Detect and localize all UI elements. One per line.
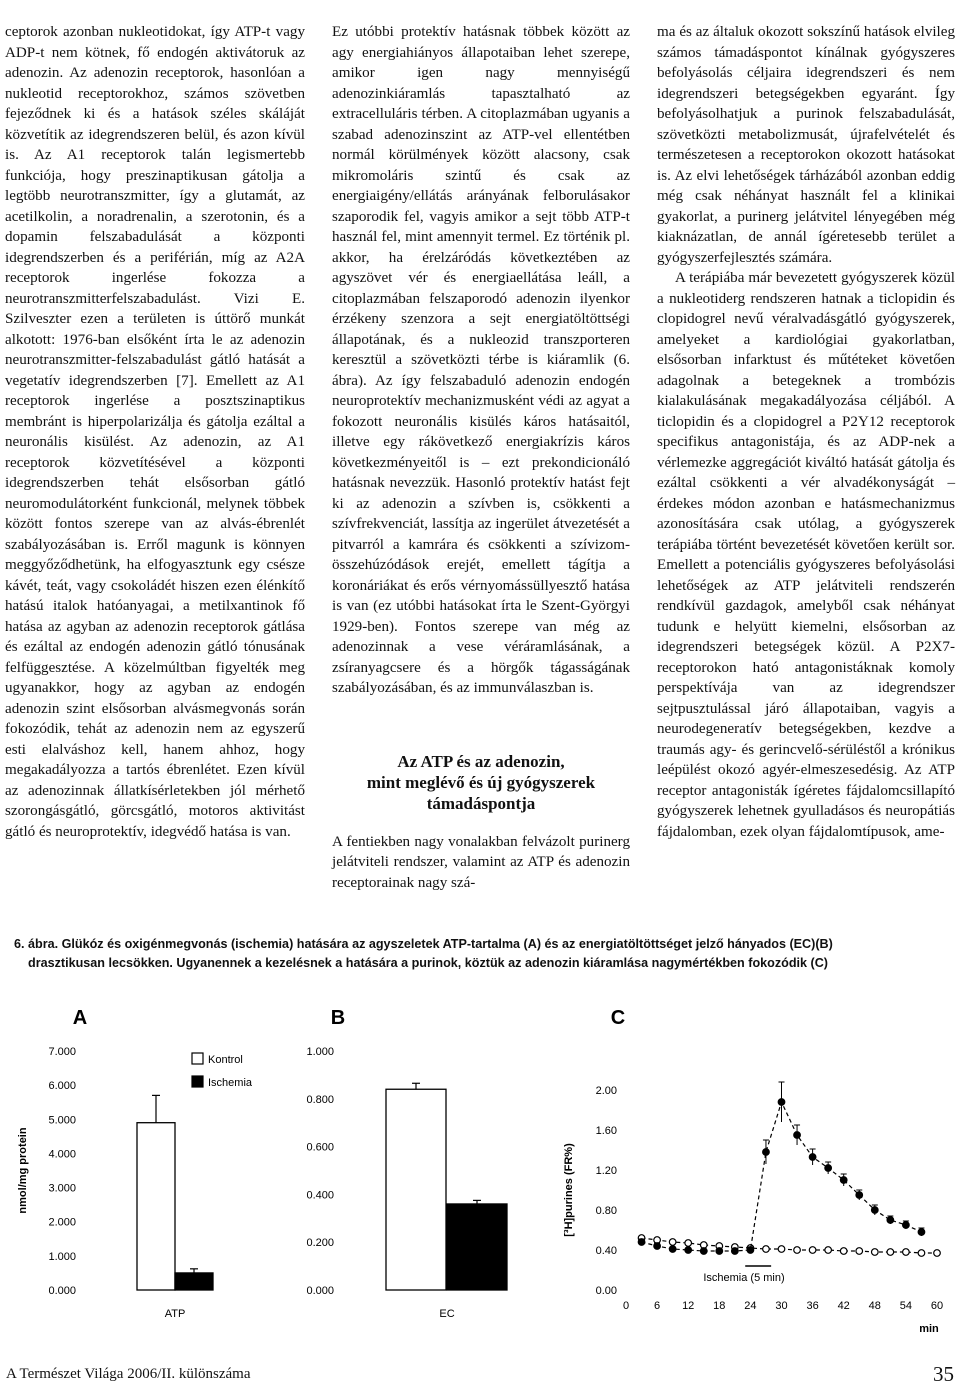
panel-a [17, 1007, 253, 1320]
panel-b [306, 1007, 507, 1320]
data-point [856, 1248, 863, 1255]
data-point [747, 1247, 754, 1254]
x-tick-label: 12 [682, 1300, 695, 1312]
y-tick-label: 0.400 [306, 1189, 334, 1202]
bar-ischemia [175, 1273, 213, 1290]
y-tick-label: 0.000 [306, 1285, 334, 1297]
x-tick-label: 18 [713, 1300, 726, 1312]
data-point [763, 1149, 770, 1156]
x-tick-label: 42 [837, 1300, 850, 1312]
x-tick-label: 24 [744, 1300, 757, 1312]
x-tick-label: 6 [654, 1300, 661, 1312]
y-tick-label: 0.800 [306, 1093, 334, 1106]
data-point [638, 1239, 645, 1246]
y-tick-label: 4.000 [48, 1148, 76, 1161]
data-point [809, 1154, 816, 1161]
series-line [642, 1102, 922, 1251]
x-tick-label: 54 [899, 1300, 913, 1312]
caption-line: 6. ábra. Glükóz és oxigénmegvonás (ischemia) hatására az agyszeletek ATP-tartalma (A) és az energiatöltöttséget jelző hányados (EC)(B) [14, 937, 833, 951]
data-point [732, 1248, 739, 1255]
heading-line: mint meglévő és új gyógyszerek [366, 772, 596, 792]
data-point [903, 1249, 910, 1256]
paragraph: Ez utóbbi protektív hatásnak többek között az agy energiahiányos állapotaiban lehet szerepe, amikor igen nagy mennyiségű adenozinkiáramlás tapasztalható az extracelluláris térben. A citoplazmában ugyanis a szabad adenozinszint az ATP-vel ellentétben normál körülmények között alacsony, csak mikromoláris szintű és csak az energiaigény/ellátás arányának felborulásakor szaporodik fel, vagyis amikor a sejt több ATP-t használ fel, mint amennyit termel. Ez történik pl. akkor, ha érelzáródás következtében az agyszövet vér és energiaellátása leáll, a citoplazmában felszaporodó adenozin ilyenkor érzékeny szenzora a sejt energiatöltöttségi állapotának, és a nukleozid transzporteren keresztül a szövetközti térbe is kiáramlik (6. ábra). Az így felszabaduló adenozin endogén neuroprotektív mechanizmusként védi az agyat a fokozott neuronális kisülés káros hatásaitól, illetve egy rákövetkező energiakrízis káros következményeitől is – ezt prekondicionáló hatásnak nevezzük. Hasonló protektív hatást fejt ki az adenozin a szívben is, csökkenti a szívfrekvenciát, lassítja az ingerület átvezetését a pitvarról a kamrára és csökkenti a szívizom-összehúzódások erejét, emellett tágítja a koronáriákat és erős vérnyomássüllyesztő hatása is van (ez utóbbi hatásokat írta le Szent-Györgyi 1929-ben). Fontos szerepe van még az adenozinnak a vese véráramlásának, a zsíranyagcsere és a hörgők tágasságának szabályozásában, és az immunválaszban is. [332, 24, 630, 696]
heading-line: Az ATP és az adenozin, [397, 751, 565, 771]
x-tick-label: 60 [930, 1300, 944, 1312]
page-number: 35 [933, 1362, 954, 1386]
text-column-3 [657, 22, 955, 842]
paragraph: ceptorok azonban nukleotidokat, így ATP-t vagy ADP-t nem kötnek, fő endogén aktivátoruk az adenozin. Az adenozin receptorok, hasonlóan a nukleotid receptorokhoz, számos szövetben fejeződnek ki és a hatások széles skáláját közvetítik az idegrendszeren belül, és azon kívül is. Az A1 receptorok talán legismertebb funkciója, hogy preszinaptikusan gátolja a legtöbb neurotranszmitter, így a glutamát, az acetilkolin, a noradrenalin, a szerotonin, és a dopamin felszabadulását a központi idegrendszerben és a periférián, míg az A2A receptorok ingerlése fokozza a neurotranszmitterfelszabadulást. Vizi E. Szilveszter ezen a területen is úttörő munkát alkotott: 1976-ban elsőként írta le az adenozin neurotranszmitter-felszabadulást gátló hatását a vegetatív idegrendszerben [7]. Emellett az A1 receptorok ingerlése a posztszinaptikus membránt is hiperpolarizálja és gátolja ezáltal a neuronális kisülést. Az adenozin, az A1 receptorok közvetítésével a központi idegrendszerben tehát elsősorban gátló neuromodulátorként funkcionál, melynek többek között fontos szerepe van az alvás-ébrenlét szabályozásában is. Erről magunk is könnyen meggyőződhetünk, ha elfogyasztunk egy csésze kávét, teát, vagy csokoládét hiszen ezen élénkítő hatású italok hatóanyagai, a metilxantinok fő hatása az agyban az adenozin receptorok gátlása és ezáltal az endogén adenozin gátló tónusának felfüggesztése. A közelmúltban figyelték meg ugyanakkor, hogy az agyban az endogén adenozin szint elsősorban alvásmegvonás során fokozódik, tehát az adenozin nem az egyszerű esti elalváshoz kell, hanem ahhoz, hogy megakadályozza a tartós ébrenlétet. Ezen kívül az adenozinnak állatkísérletekben jól mérhető szorongásgátló, görcsgátló, motoros aktivitást gátló és neuroprotektív, idegvédő hatása is van. [5, 24, 305, 840]
data-point [685, 1240, 692, 1247]
data-point [685, 1247, 692, 1254]
legend-kontrol-label: Kontrol [208, 1054, 243, 1066]
data-point [700, 1248, 707, 1255]
y-tick-label: 3.000 [48, 1182, 76, 1195]
data-point [654, 1243, 661, 1250]
data-point [778, 1246, 785, 1253]
section-heading [332, 751, 630, 814]
data-point [918, 1229, 925, 1236]
journal-name: A Természet Világa 2006/II. különszáma [6, 1366, 251, 1382]
data-point [934, 1250, 941, 1257]
y-tick-label: 0.200 [306, 1237, 334, 1250]
y-tick-label: 2.000 [48, 1216, 76, 1229]
paragraph: ma és az általuk okozott sokszínű hatások elvileg számos támadáspontot kínálnak gyógyszeres befolyásolás céljaira idegrendszeri és nem idegrendszeri betegségekben egyaránt. Így befolyásolhatjuk a purinok felszabadulását, szövetközti metabolizmusát, újrafelvételét és természetesen a receptorokon okozott hatásokat is. Az elvi lehetőségek tárházából azonban eddig még csak néhányat használt fel a klinikai gyakorlat, a purinerg jelátvitel lényegében még kiaknázatlan, de annál ígéretesebb terület a gyógyszerfejlesztés számára. [657, 24, 955, 266]
y-tick-label: 1.20 [595, 1165, 617, 1177]
data-point [887, 1249, 894, 1256]
data-point [903, 1222, 910, 1229]
bar-kontrol [386, 1089, 446, 1290]
data-point [809, 1247, 816, 1254]
paragraph: A terápiába már bevezetett gyógyszerek közül a nukleotiderg rendszeren hatnak a ticlopidin és clopidogrel nevű véralvadásgátló gyógyszerek, amelyeket a kardiológiai gyakorlatban, elsősorban infarktust és műtéteket követően adagolnak a betegeknek a trombózis kialakulásának megakadályozása céljából. A ticlopidin és a clopidogrel a P2Y12 receptorok specifikus antagonistája, és az ADP-nek a vérlemezke aggregációt kiváltó hatását gátolja és ezáltal csökkenti a vér alvadékonyságát – érdekes módon azonban e hatásmechanizmus azonosítására csak utólag, a gyógyszerek terápiába történt bevezetését követően került sor. Emellett a potenciális gyógyszeres befolyásolási lehetőségek az ATP jelátviteli rendszerén rendkívül gazdagok, amelyből csak néhányat tudunk e helyütt kiemelni, elsősorban az idegrendszeri betegségek közül. A P2X7- receptorokon ható antagonistáknak komoly perspektívája van az idegrendszer sejtpusztulással járó állapotaiban, vagyis a neurodegeneratív betegségekben, kezdve a traumás agy- és gerincvelő-sérüléstől a krónikus leépülést okozó agyér-elmeszesedésig. Az ATP receptor antagonisták ígéretes fájdalomcsillapító gyógyszerek lehetnek gyulladásos és neuropátiás fájdalomban, ezek olyan fájdalomtípusok, ame- [657, 270, 955, 840]
y-tick-label: 1.000 [48, 1250, 76, 1263]
data-point [840, 1177, 847, 1184]
figure-caption [14, 935, 946, 973]
paragraph: A fentiekben nagy vonalakban felvázolt purinerg jelátviteli rendszer, valamint az ATP és adenozin receptorainak nagy szá- [332, 833, 630, 891]
x-axis-label: min [919, 1323, 939, 1335]
data-point [840, 1248, 847, 1255]
x-tick-label: 48 [868, 1300, 881, 1312]
data-point [918, 1250, 925, 1257]
figure-6-chart [0, 990, 960, 1350]
y-tick-label: 5.000 [48, 1114, 76, 1127]
y-tick-label: 0.00 [595, 1285, 617, 1297]
legend-kontrol-swatch [192, 1053, 203, 1064]
y-tick-label: 2.00 [595, 1085, 617, 1097]
y-axis-label: nmol/mg protein [17, 1127, 29, 1214]
bar-kontrol [137, 1123, 175, 1290]
y-tick-label: 0.000 [48, 1285, 76, 1297]
data-point [887, 1217, 894, 1224]
data-point [763, 1246, 770, 1253]
ischemia-annotation: Ischemia (5 min) [703, 1272, 785, 1284]
y-tick-label: 6.000 [48, 1080, 76, 1093]
data-point [794, 1247, 801, 1254]
x-tick-label: 30 [775, 1300, 788, 1312]
data-point [872, 1207, 879, 1214]
y-tick-label: 7.000 [48, 1046, 76, 1058]
panel-c [563, 1007, 943, 1335]
bar-ischemia [447, 1204, 507, 1290]
y-axis-label: [³H]purines (FR%) [563, 1143, 575, 1237]
data-point [856, 1192, 863, 1199]
figure-6 [0, 990, 960, 1350]
data-point [778, 1099, 785, 1106]
y-tick-label: 1.000 [306, 1046, 334, 1058]
panel-b-letter: B [330, 1007, 346, 1029]
y-tick-label: 0.80 [595, 1205, 617, 1217]
x-category-label: ATP [164, 1308, 186, 1320]
data-point [825, 1247, 832, 1254]
x-category-label: EC [439, 1308, 455, 1320]
y-tick-label: 1.60 [595, 1125, 617, 1137]
x-tick-label: 36 [806, 1300, 819, 1312]
panel-c-letter: C [610, 1007, 626, 1029]
x-tick-label: 0 [622, 1300, 630, 1312]
page-footer [6, 1362, 954, 1386]
data-point [669, 1246, 676, 1253]
text-column-2 [332, 22, 630, 893]
legend-ischemia-swatch [192, 1076, 203, 1087]
y-tick-label: 0.40 [595, 1245, 617, 1257]
panel-a-letter: A [72, 1007, 88, 1029]
data-point [825, 1165, 832, 1172]
text-column-1 [5, 22, 305, 842]
data-point [669, 1239, 676, 1246]
data-point [716, 1248, 723, 1255]
y-tick-label: 0.600 [306, 1141, 334, 1154]
caption-line: drasztikusan lecsökken. Ugyanennek a kezelésnek a hatására a purinok, köztük az adenozin kiáramlása nagymértékben fokozódik (C) [28, 956, 828, 970]
heading-line: támadáspontja [426, 793, 536, 813]
data-point [794, 1132, 801, 1139]
data-point [872, 1249, 879, 1256]
legend-ischemia-label: Ischemia [208, 1077, 253, 1089]
